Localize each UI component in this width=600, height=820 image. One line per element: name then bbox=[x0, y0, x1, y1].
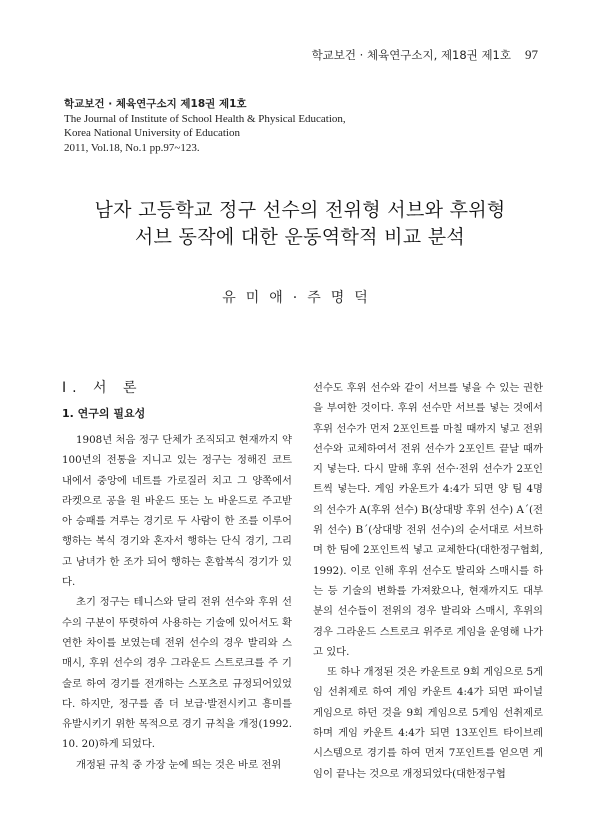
right-column bbox=[313, 378, 543, 784]
right-paragraph-1: 선수도 후위 선수와 같이 서브를 넣을 수 있는 권한을 부여한 것이다. 후위 선수만 서브를 넣는 것에서 후위 선수가 먼저 2포인트를 마칠 때까지 넣고 전위 선수와 교체하여서 전위 선수가 2포인트 끝날 때까지 넣는다. 다시 말해 후위 선수·전위 선수가 2포인트씩 넣는다. 게임 카운트가 4:4가 되면 양 팀 4명의 선수가 A(후위 선수) B(상대방 후위 선수) A´(전위 선수) B´(상대방 전위 선수)의 순서대로 서브하며 한 팀에 2포인트씩 넣고 교체한다(대한정구협회, 1992). 이로 인해 후위 선수도 발리와 스매시를 하는 등 기술의 변화를 가져왔으나, 현재까지도 대부분의 선수들이 전위의 경우 발리와 스매시, 후위의 경우 그라운드 스트로크 위주로 게임을 운영해 나가고 있다. bbox=[313, 382, 543, 658]
paper-title bbox=[0, 197, 600, 251]
paper-title-line2: 서브 동작에 대한 운동역학적 비교 분석 bbox=[134, 226, 466, 248]
journal-citation: 2011, Vol.18, No.1 pp.97~123. bbox=[64, 141, 200, 154]
journal-university: Korea National University of Education bbox=[64, 127, 240, 139]
sub-heading: 1. 연구의 필요성 bbox=[62, 407, 146, 420]
left-paragraph-1: 1908년 처음 정구 단체가 조직되고 현재까지 약 100년의 전통을 지니고 있는 정구는 정해진 코트 내에서 중앙에 네트를 가로질러 치고 그 양쪽에서 라켓으로 공을 원 바운드 또는 노 바운드로 주고받아 승패를 겨루는 경기로 두 사람이 한 조를 이루어 행하는 복식 경기와 혼자서 행하는 단식 경기, 그리고 남녀가 한 조가 되어 행하는 혼합복식 경기가 있다. bbox=[62, 434, 292, 589]
paper-title-line1: 남자 고등학교 정구 선수의 전위형 서브와 후위형 bbox=[94, 199, 506, 221]
left-paragraph-3: 개정된 규칙 중 가장 눈에 띄는 것은 바로 전위 bbox=[76, 758, 282, 771]
journal-name-kr: 학교보건 · 체육연구소지 제18권 제1호 bbox=[64, 98, 247, 110]
left-paragraph-2: 초기 정구는 테니스와 달리 전위 선수와 후위 선수의 구분이 뚜렷하여 사용하는 기술에 있어서도 확연한 차이를 보였는데 전위 선수의 경우 발리와 스매시, 후위 선수의 경우 그라운드 스트로크를 주 기술로 하여 경기를 전개하는 스포츠로 규정되어있었다. 하지만, 정구를 좀 더 보급·발전시키고 흥미를 유발시키기 위한 목적으로 경기 규칙을 개정(1992. 10. 20)하게 되었다. bbox=[62, 596, 292, 751]
journal-name-en: The Journal of Institute of School Health & Physical Education, bbox=[64, 112, 346, 125]
paper-authors: 유미애·주명덕 bbox=[222, 290, 378, 306]
running-header-journal: 학교보건 · 체육연구소지, 제18권 제1호 bbox=[311, 48, 511, 62]
right-paragraph-2: 또 하나 개정된 것은 카운트로 9회 게임으로 5게임 선취제로 하여 게임 카운트 4:4가 되면 파이널 게임으로 하던 것을 9회 게임으로 5게임 선취제로 하며 게임 카운트 4:4가 되면 13포인트 타이브레 시스템으로 경기를 하여 먼저 7포인트를 얻으면 게임이 끝나는 것으로 개정되었다(대한정구협 bbox=[313, 666, 543, 780]
running-header bbox=[312, 47, 538, 63]
section-heading: Ⅰ. 서 론 bbox=[62, 380, 143, 396]
page-number: 97 bbox=[525, 47, 538, 62]
journal-info bbox=[64, 97, 534, 155]
left-column bbox=[62, 378, 292, 775]
